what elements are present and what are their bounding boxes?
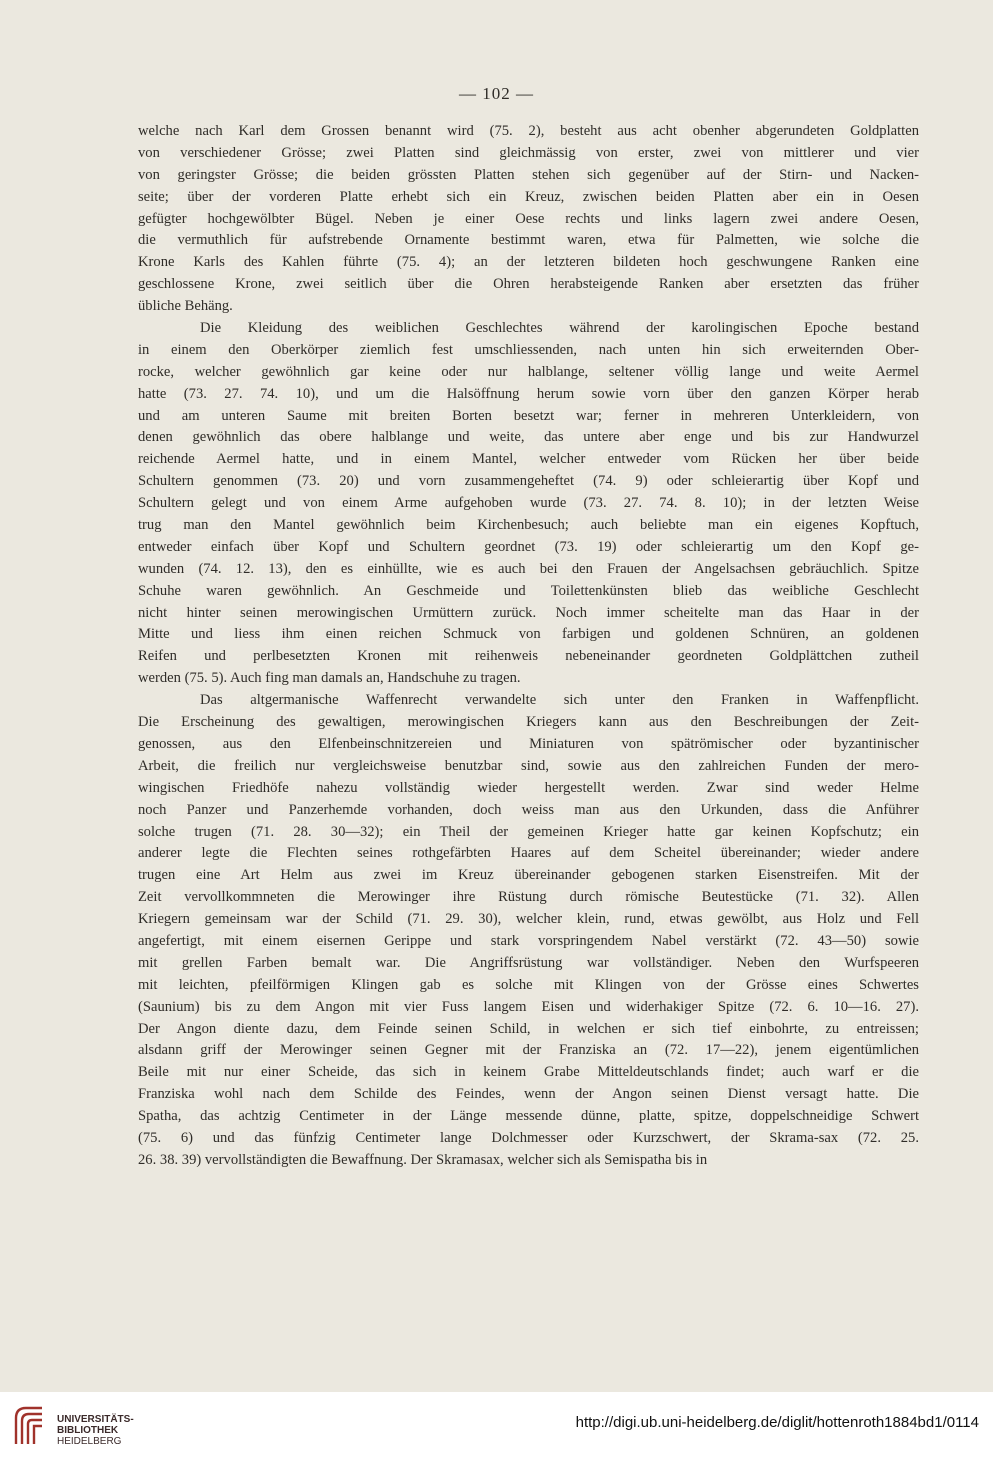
text-line: (Saunium) bis zu dem Angon mit vier Fuss langem Eisen und widerhakiger Spitze (72. 6. 10—16. 27). — [138, 998, 919, 1015]
text-line: rocke, welcher gewöhnlich gar keine oder nur halblange, seltener völlig lange und weite Aermel — [138, 363, 919, 380]
text-line: geschlossene Krone, zwei seitlich über die Ohren herabsteigende Ranken aber ersetzten das früher — [138, 276, 919, 293]
text-line: seite; über der vorderen Platte erhebt sich ein Kreuz, zwischen beiden Platten aber ein in Oesen — [138, 188, 919, 205]
text-line: 26. 38. 39) vervollständigten die Bewaffnung. Der Skramasax, welcher sich als Semispatha bis in — [138, 1151, 708, 1168]
text-line: Zeit vervollkommneten die Merowinger ihre Rüstung durch römische Beutestücke (71. 32). Allen — [138, 889, 919, 906]
text-line: von verschiedener Grösse; zwei Platten sind gleichmässig von erster, zwei von mittlerer und vier — [138, 144, 919, 161]
paragraph-2 — [138, 318, 919, 690]
text-line: mit grellen Farben bemalt war. Die Angriffsrüstung war vollständiger. Neben den Wurfspeeren — [138, 954, 919, 971]
text-line: hatte (73. 27. 74. 10), und um die Halsöffnung herum sowie vorn über den ganzen Körper herab — [138, 385, 919, 402]
paragraph-3 — [138, 690, 919, 1172]
text-line: trugen eine Art Helm aus zwei im Kreuz übereinander gebogenen starken Eisenstreifen. Mit der — [138, 867, 919, 884]
text-line: nicht hinter seinen merowingischen Urmüttern zurück. Noch immer scheitelte man das Haar in der — [138, 604, 919, 621]
page-number: — 102 — — [459, 84, 534, 103]
text-line: entweder einfach über Kopf und Schultern geordnet (73. 19) oder schleierartig um den Kopf ge- — [138, 538, 919, 555]
institution-line-1: UNIVERSITÄTS- — [57, 1414, 134, 1425]
text-line: denen gewöhnlich das obere halblange und weite, das untere aber enge und bis zur Handwurzel — [138, 429, 919, 446]
institution-line-3: HEIDELBERG — [57, 1436, 122, 1447]
text-line: Reifen und perlbesetzten Kronen mit reihenweis nebeneinander geordneten Goldplättchen zutheil — [138, 648, 919, 665]
text-line: in einem den Oberkörper ziemlich fest umschliessenden, nach unten hin sich erweiternden Ober- — [138, 341, 919, 358]
text-line: von geringster Grösse; die beiden grössten Platten stehen sich gegenüber auf der Stirn- und Nacken- — [138, 166, 919, 183]
text-line: anderer legte die Flechten seines rothgefärbten Haares auf dem Scheitel übereinander; wieder andere — [138, 845, 919, 862]
text-line: mit leichten, pfeilförmigen Klingen gab es solche mit Klingen von der Grösse eines Schwertes — [138, 976, 919, 993]
text-line: Der Angon diente dazu, dem Feinde seinen Schild, in welchen er sich tief einbohrte, zu entreissen; — [138, 1020, 919, 1037]
text-line: trug man den Mantel gewöhnlich beim Kirchenbesuch; auch beliebte man ein eigenes Kopftuch, — [138, 517, 919, 534]
text-line: solche trugen (71. 28. 30—32); ein Theil der gemeinen Krieger hatte gar keinen Kopfschutz; ein — [138, 823, 919, 840]
source-url-link[interactable]: http://digi.ub.uni-heidelberg.de/diglit/hottenroth1884bd1/0114 — [575, 1414, 979, 1431]
text-line: Das altgermanische Waffenrecht verwandelte sich unter den Franken in Waffenpflicht. — [200, 692, 919, 709]
text-line: Schuhe waren gewöhnlich. An Geschmeide und Toilettenkünsten blieb das weibliche Geschlecht — [138, 582, 919, 599]
text-line: Spatha, das achtzig Centimeter in der Länge messende dünne, platte, spitze, doppelschneidige Schwert — [138, 1108, 919, 1125]
text-line: Beile mit nur einer Scheide, das sich in keinem Grabe Mitteldeutschlands findet; auch warf er die — [138, 1064, 919, 1081]
text-line: Krone Karls des Kahlen führte (75. 4); an der letzteren bildeten hoch geschwungene Ranken eine — [138, 254, 919, 271]
text-line: alsdann griff der Merowinger seinen Gegner mit der Franziska an (72. 17—22), jenem eigentümlichen — [138, 1042, 919, 1059]
text-line: angefertigt, mit einem eisernen Gerippe und stark vorspringendem Nabel verstärkt (72. 43—50) sowie — [138, 932, 919, 949]
text-line: und am unteren Saume mit breiten Borten besetzt war; ferner in mehreren Unterkleidern, von — [138, 407, 919, 424]
library-logo-icon — [12, 1404, 46, 1448]
footer-bar — [0, 1392, 993, 1473]
text-line: Die Erscheinung des gewaltigen, merowingischen Kriegers kann aus den Beschreibungen der Zeit- — [138, 714, 919, 731]
paragraph-1 — [138, 121, 919, 318]
text-line: Mitte und liess ihm einen reichen Schmuck von farbigen und goldenen Schnüren, an goldenen — [138, 626, 919, 643]
text-line: wunden (74. 12. 13), den es einhüllte, wie es auch bei den Frauen der Angelsachsen gebräuchlich. Spitze — [138, 560, 919, 577]
text-line: Schultern genommen (73. 20) und vorn zusammengeheftet (74. 9) oder schleierartig über Kopf und — [138, 473, 919, 490]
body-text — [138, 121, 919, 1172]
text-line: Franziska wohl nach dem Schilde des Feindes, wenn der Angon seinen Dienst versagt hatte. Die — [138, 1086, 919, 1103]
text-line: werden (75. 5). Auch fing man damals an, Handschuhe zu tragen. — [138, 670, 521, 687]
text-line: wingischen Friedhöfe nahezu vollständig wieder hergestellt werden. Zwar sind weder Helme — [138, 779, 919, 796]
text-line: Kriegern gemeinsam war der Schild (71. 29. 30), welcher klein, rund, etwas gewölbt, aus Holz und Fell — [138, 911, 919, 928]
text-line: gefügter hochgewölbter Bügel. Neben je einer Oese rechts und links lagern zwei andere Oesen, — [138, 210, 919, 227]
institution-line-2: BIBLIOTHEK — [57, 1425, 119, 1436]
text-line: Die Kleidung des weiblichen Geschlechtes während der karolingischen Epoche bestand — [200, 320, 919, 337]
text-line: welche nach Karl dem Grossen benannt wird (75. 2), besteht aus acht obenher abgerundeten Goldplatten — [138, 123, 919, 139]
text-line: noch Panzer und Panzerhemde vorhanden, doch weiss man aus den Urkunden, dass die Anführer — [138, 801, 919, 818]
text-line: Arbeit, die freilich nur vergleichsweise benutzbar sind, sowie aus den zahlreichen Funden der mero- — [138, 757, 919, 774]
text-line: reichende Aermel hatte, und in einem Mantel, welcher entweder vom Rücken her über beide — [138, 451, 919, 468]
text-line: (75. 6) und das fünfzig Centimeter lange Dolchmesser oder Kurzschwert, der Skrama-sax (72. 25. — [138, 1129, 919, 1146]
text-line: Schultern gelegt und von einem Arme aufgehoben wurde (73. 27. 74. 8. 10); in der letzten Weise — [138, 495, 919, 512]
text-line: genossen, aus den Elfenbeinschnitzereien und Miniaturen von spätrömischer oder byzantinischer — [138, 735, 919, 752]
institution-name — [57, 1414, 134, 1447]
text-line: übliche Behäng. — [138, 298, 233, 315]
text-line: die vermuthlich für aufstrebende Ornamente bestimmt waren, etwa für Palmetten, wie solche die — [138, 232, 919, 249]
